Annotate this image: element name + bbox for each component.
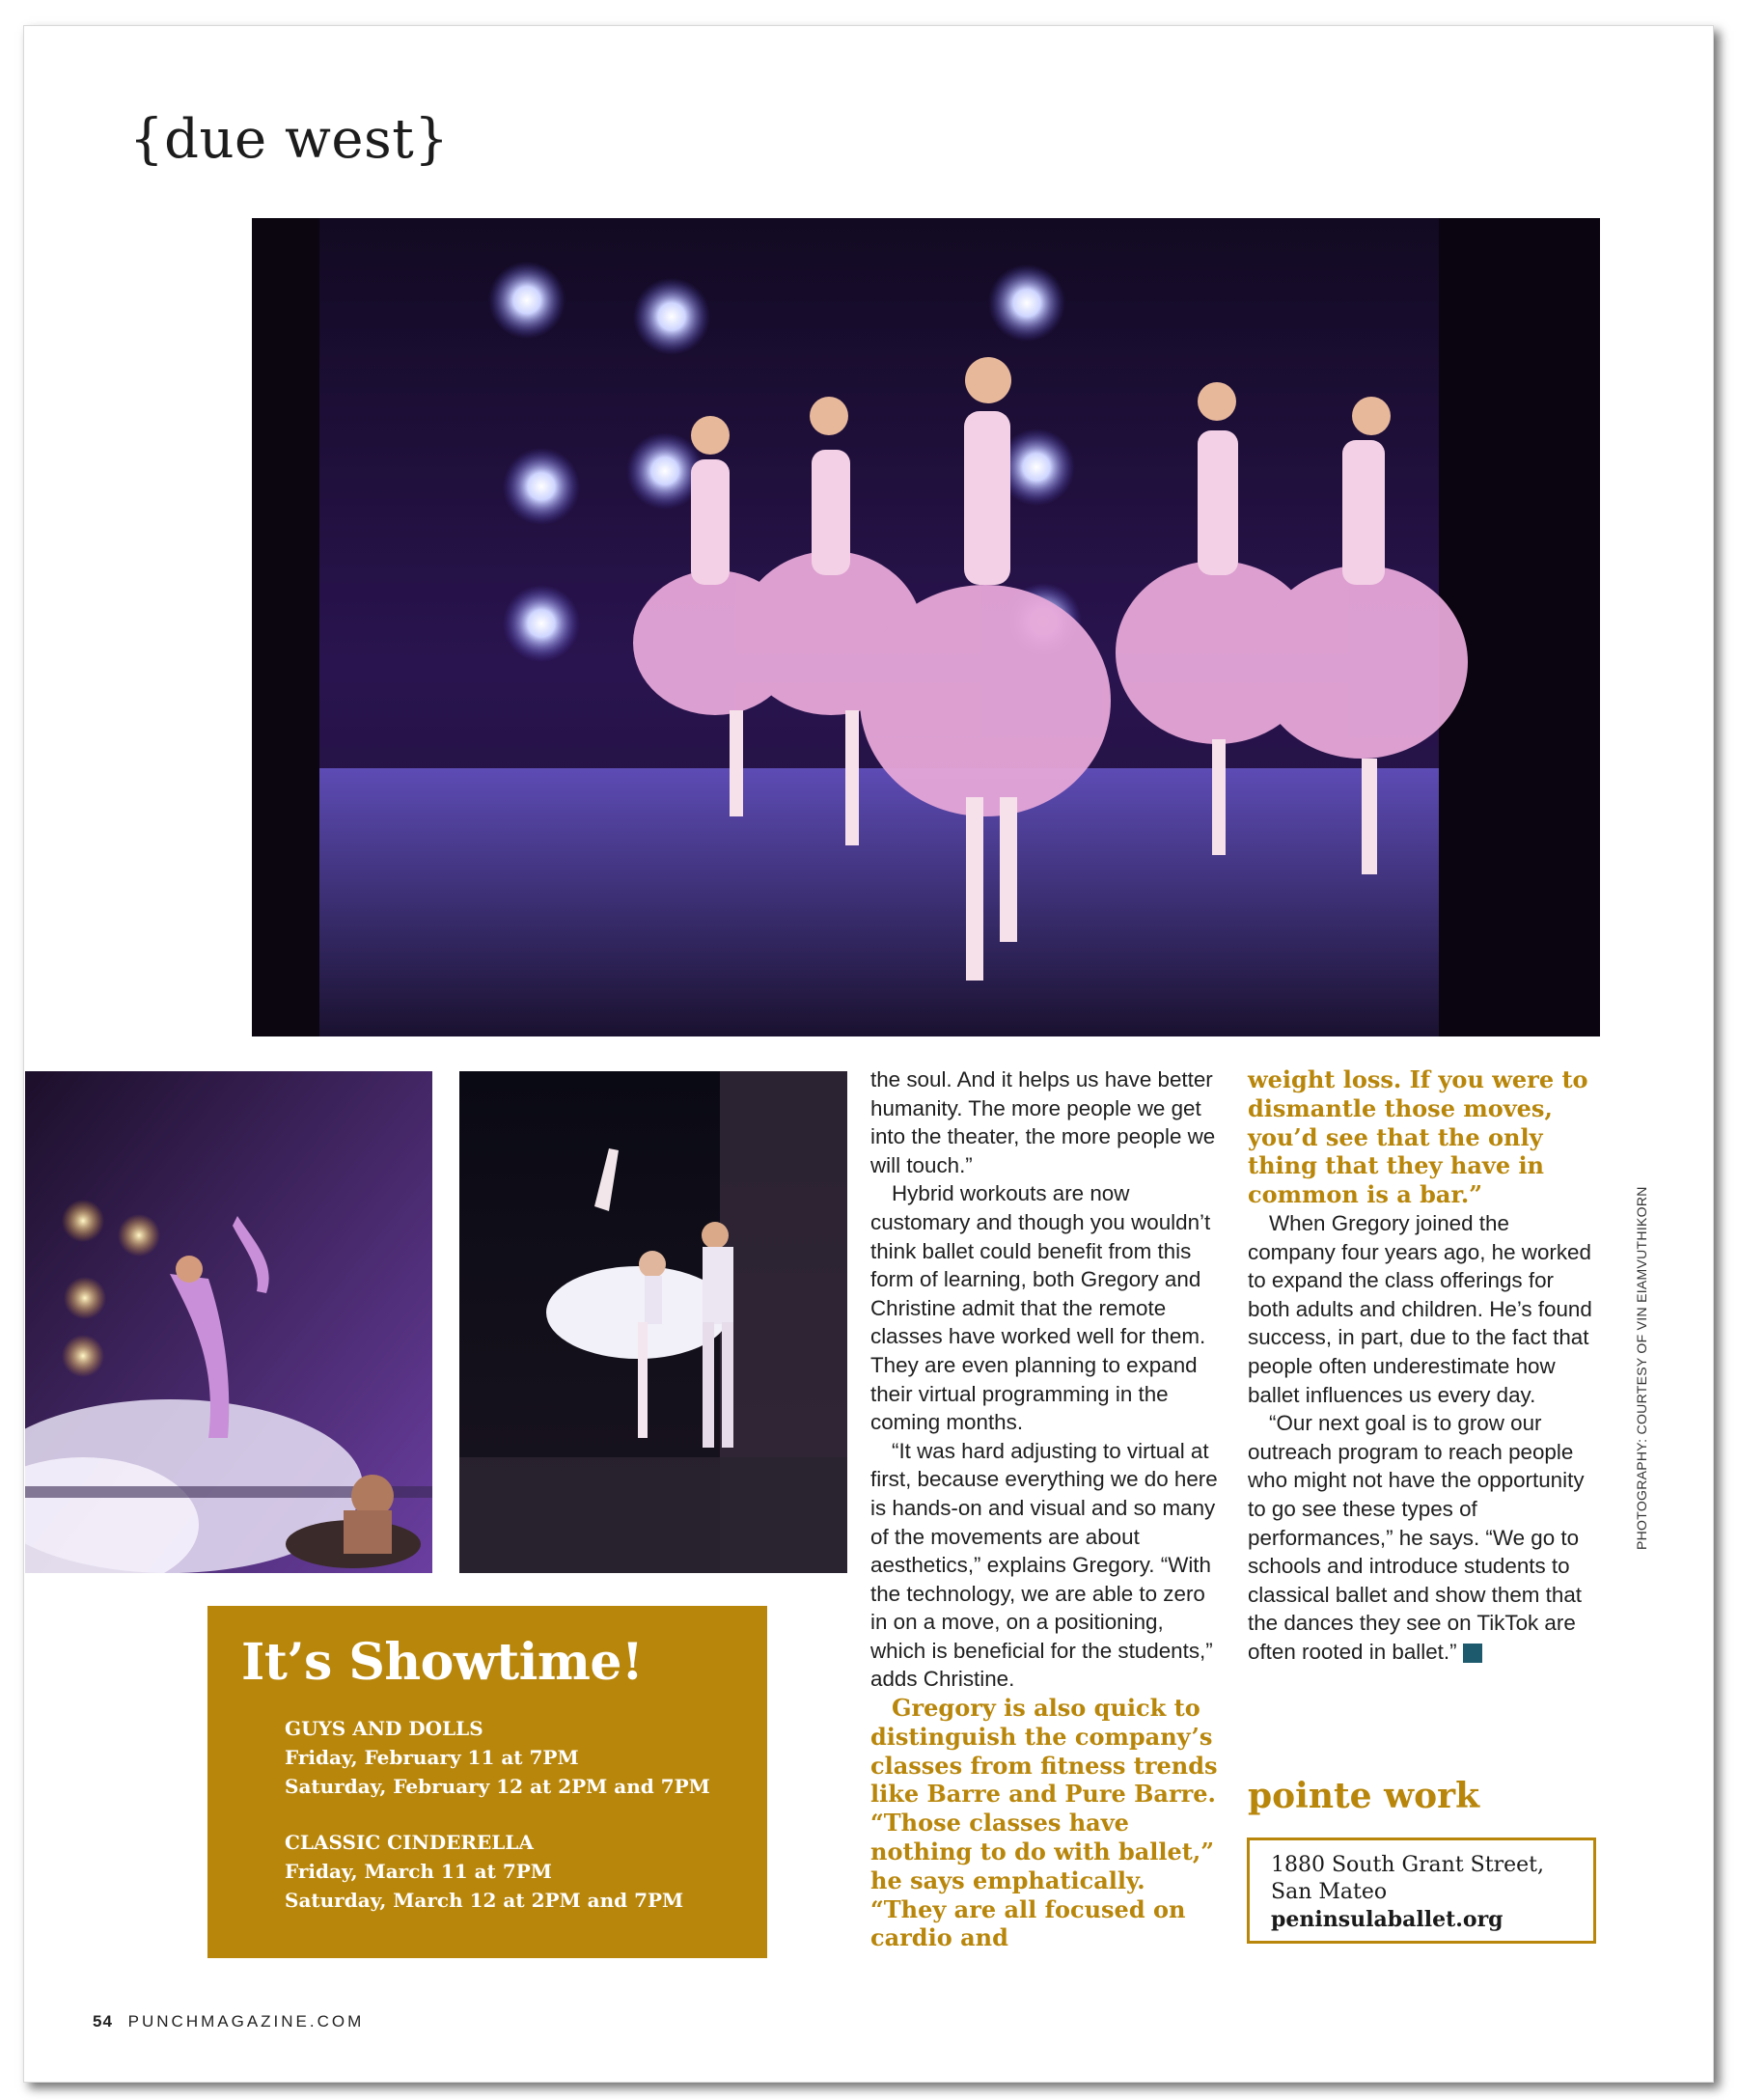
website-link[interactable]: peninsulaballet.org bbox=[1271, 1907, 1504, 1932]
article-paragraph: the soul. And it helps us have better humanity. The more people we get into the theater, the more people we will touch.” bbox=[870, 1067, 1216, 1177]
pointe-work-title: pointe work bbox=[1248, 1776, 1480, 1816]
show-date: Saturday, March 12 at 2PM and 7PM bbox=[285, 1889, 684, 1912]
show-item bbox=[285, 1714, 748, 1801]
page-footer bbox=[93, 2012, 364, 2031]
showtime-title: It’s Showtime! bbox=[241, 1633, 644, 1692]
site-name: PUNCHMAGAZINE.COM bbox=[127, 2012, 365, 2031]
fog-photo-graphic bbox=[25, 1071, 432, 1573]
address-line: 1880 South Grant Street, bbox=[1271, 1853, 1544, 1877]
main-ballet-photo bbox=[252, 218, 1600, 1036]
show-item bbox=[285, 1828, 748, 1915]
article-paragraph bbox=[1248, 1409, 1601, 1666]
show-date: Saturday, February 12 at 2PM and 7PM bbox=[285, 1775, 710, 1798]
show-name: CLASSIC CINDERELLA bbox=[285, 1831, 534, 1854]
main-photo-graphic bbox=[252, 218, 1600, 1036]
fog-dance-photo bbox=[25, 1071, 432, 1573]
showtime-box bbox=[207, 1606, 767, 1958]
end-mark-icon: P bbox=[1463, 1644, 1482, 1663]
pas-de-deux-graphic bbox=[459, 1071, 847, 1573]
article-paragraph: When Gregory joined the company four years ago, he worked to expand the class offerings for both adults and children. He’s found success, in part, due to the fact that people often underestimate how ballet influences us every day. bbox=[1248, 1210, 1592, 1407]
pas-de-deux-photo bbox=[459, 1071, 847, 1573]
pull-quote: Gregory is also quick to distinguish the company’s classes from fitness trends like Barre and Pure Barre. “Those classes have nothing to do with ballet,” he says emphatically. “They are all focused on cardio and bbox=[870, 1694, 1218, 1952]
article-paragraph-text: “Our next goal is to grow our outreach program to reach people who might not have the opportunity to go see these types of performances,” he says. “We go to schools and introduce students to classical ballet and show them that the dances they see on TikTok are often rooted in ballet.” bbox=[1248, 1411, 1585, 1664]
address-city: San Mateo bbox=[1271, 1880, 1388, 1904]
article-column-2 bbox=[1248, 1065, 1601, 1666]
photo-credit: PHOTOGRAPHY: COURTESY OF VIN EIAMVUTHIKORN bbox=[1634, 1186, 1649, 1550]
show-date: Friday, March 11 at 7PM bbox=[285, 1860, 552, 1883]
article-paragraph: Hybrid workouts are now customary and though you wouldn’t think ballet could benefit from this form of learning, both Gregory and Christine admit that the remote classes have worked well for them. They are even planning to expand their virtual programming in the coming months. bbox=[870, 1181, 1211, 1435]
show-list bbox=[285, 1714, 748, 1942]
address-box bbox=[1247, 1838, 1596, 1944]
show-date: Friday, February 11 at 7PM bbox=[285, 1746, 579, 1769]
section-label: {due west} bbox=[129, 108, 450, 171]
article-paragraph: “It was hard adjusting to virtual at first, because everything we do here is hands-on and visual and so many of the movements are about aesthetics,” explains Gregory. “With the technology, we are able to zero in on a move, on a positioning, which is beneficial for the students,” adds Christine. bbox=[870, 1438, 1218, 1692]
pull-quote: weight loss. If you were to dismantle those moves, you’d see that the only thing that they have in common is a bar.” bbox=[1248, 1065, 1588, 1209]
show-name: GUYS AND DOLLS bbox=[285, 1717, 483, 1740]
article-column-1 bbox=[870, 1065, 1224, 1952]
page-number: 54 bbox=[93, 2012, 113, 2031]
